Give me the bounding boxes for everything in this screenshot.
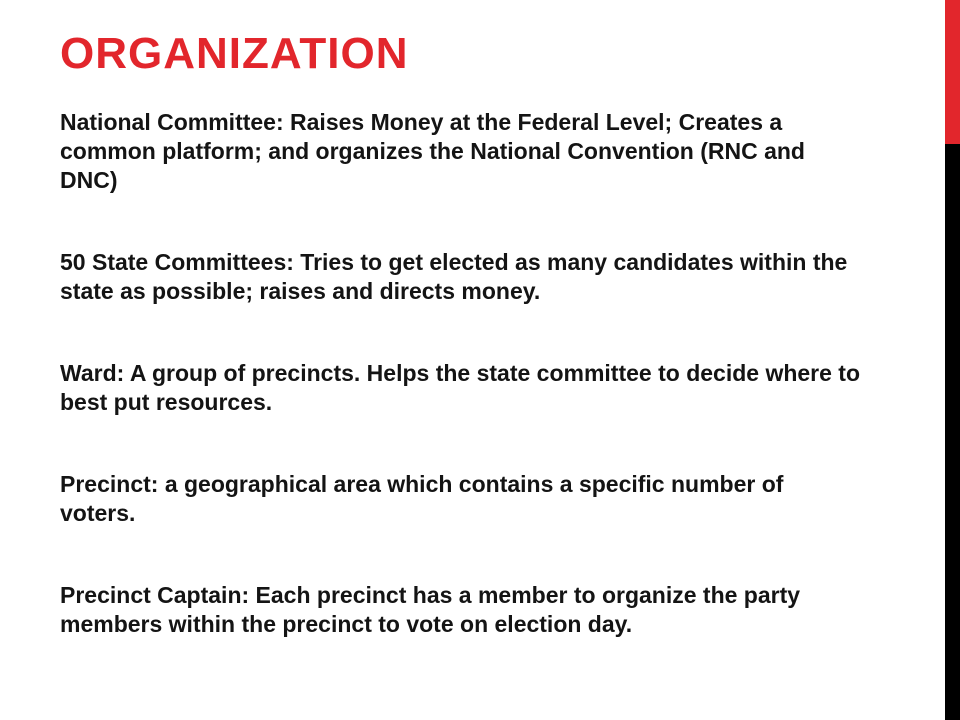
paragraph-national-committee: National Committee: Raises Money at the Federal Level; Creates a common platform; and organizes the National Convention (RNC and DNC) [60, 109, 805, 193]
paragraph-precinct-captain: Precinct Captain: Each precinct has a member to organize the party members within the precinct to vote on election day. [60, 582, 801, 637]
paragraph-state-committees: 50 State Committees: Tries to get elected as many candidates within the state as possible; raises and directs money. [60, 249, 848, 304]
slide-title: ORGANIZATION [60, 29, 409, 78]
paragraph-precinct: Precinct: a geographical area which contains a specific number of voters. [60, 471, 784, 526]
slide-body [60, 108, 860, 639]
paragraph-ward: Ward: A group of precincts. Helps the state committee to decide where to best put resources. [60, 360, 861, 415]
side-bar-accent [945, 0, 960, 144]
